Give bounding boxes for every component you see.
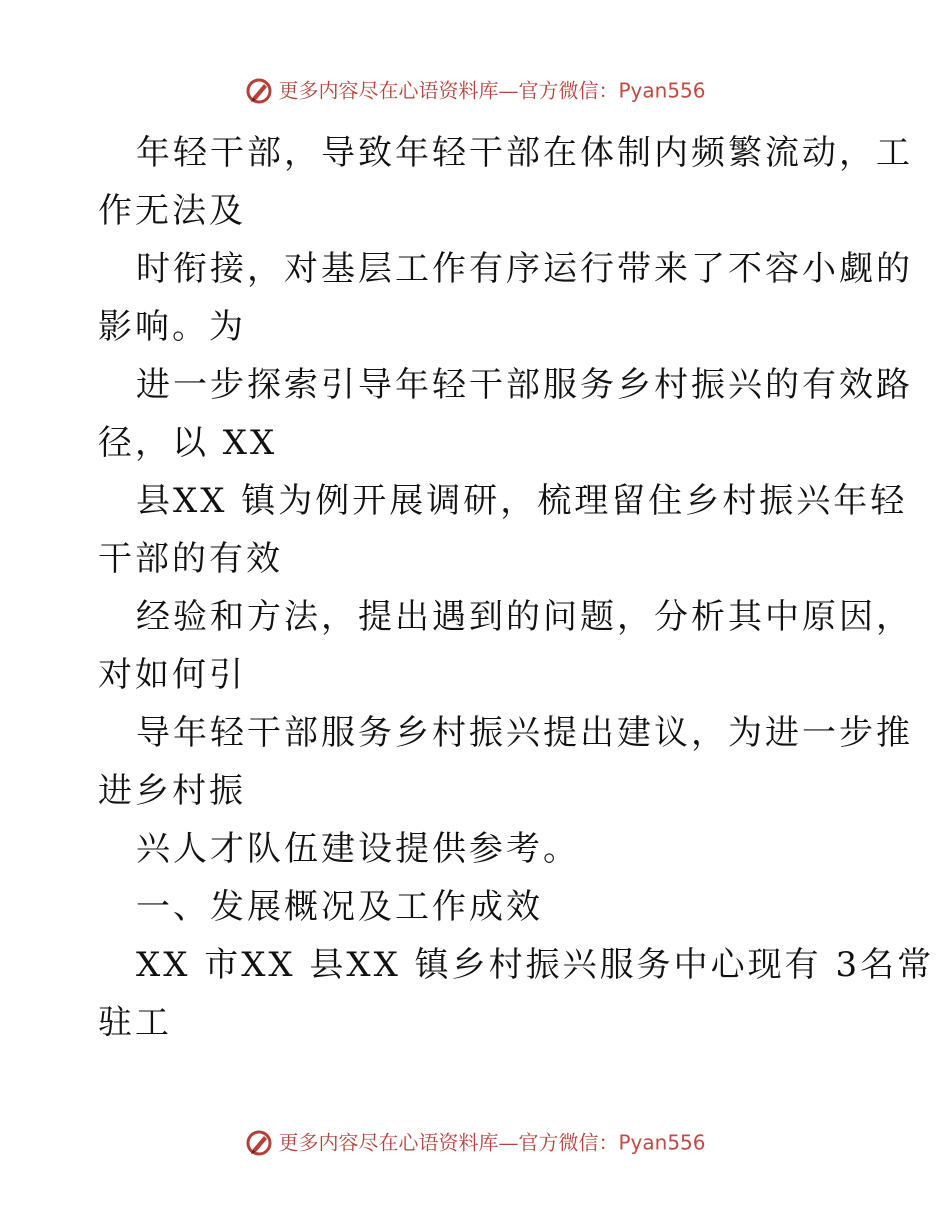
text-line: 进乡村振 <box>98 771 246 811</box>
watermark-handle: Pyan556 <box>618 78 706 103</box>
text-line: 影响。为 <box>98 307 246 347</box>
text-line: 对如何引 <box>98 655 246 695</box>
pen-logo-icon <box>244 1128 274 1158</box>
footer-watermark <box>0 1126 950 1156</box>
watermark-text: 更多内容尽在心语资料库—官方微信： <box>278 1130 619 1155</box>
text-line: 年轻干部，导致年轻干部在体制内频繁流动，工 <box>136 133 913 173</box>
text-line: 时衔接，对基层工作有序运行带来了不容小觑的 <box>136 249 913 289</box>
text-line: 作无法及 <box>98 191 246 231</box>
text-line: 干部的有效 <box>98 539 283 579</box>
text-line: 进一步探索引导年轻干部服务乡村振兴的有效路 <box>136 365 913 405</box>
text-line: 兴人才队伍建设提供参考。 <box>136 829 580 869</box>
text-line: 一、发展概况及工作成效 <box>136 887 543 927</box>
text-line: 导年轻干部服务乡村振兴提出建议，为进一步推 <box>136 713 913 753</box>
text-line: 县XX 镇为例开展调研，梳理留住乡村振兴年轻 <box>136 481 908 521</box>
text-line: 驻工 <box>98 1003 172 1043</box>
text-line: XX 市XX 县XX 镇乡村振兴服务中心现有 3名常 <box>136 945 935 985</box>
watermark-handle: Pyan556 <box>618 1130 706 1155</box>
text-line: 径，以 XX <box>98 423 278 463</box>
pen-logo-icon <box>244 76 274 106</box>
watermark-text: 更多内容尽在心语资料库—官方微信： <box>278 78 619 103</box>
header-watermark <box>0 74 950 104</box>
text-line: 经验和方法，提出遇到的问题，分析其中原因， <box>136 597 913 637</box>
document-body <box>98 124 935 1052</box>
